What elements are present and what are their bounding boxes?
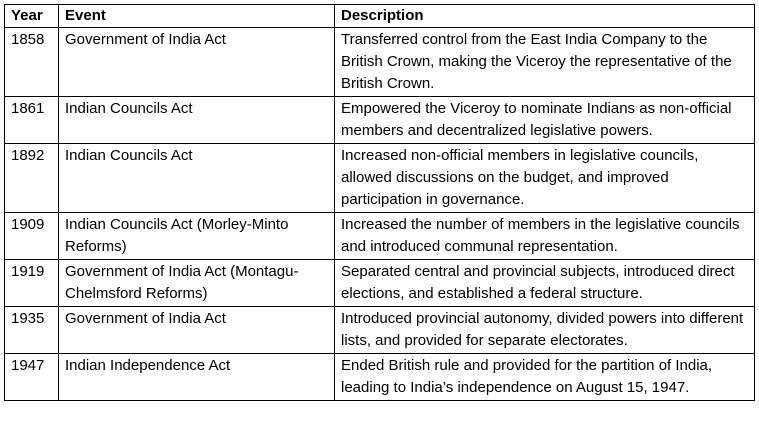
cell-year: 1858 [5, 28, 59, 97]
cell-year: 1861 [5, 97, 59, 144]
cell-event: Indian Councils Act [59, 97, 335, 144]
cell-description: Increased non-official members in legislative councils, allowed discussions on the budget, and improved participation in governance. [335, 144, 755, 213]
history-table [4, 4, 755, 401]
table-row [5, 97, 755, 144]
table-header [5, 5, 755, 28]
cell-event: Government of India Act (Montagu-Chelmsford Reforms) [59, 260, 335, 307]
header-description: Description [335, 5, 755, 28]
cell-year: 1919 [5, 260, 59, 307]
cell-event: Government of India Act [59, 28, 335, 97]
header-year: Year [5, 5, 59, 28]
cell-description: Introduced provincial autonomy, divided powers into different lists, and provided for separate electorates. [335, 307, 755, 354]
cell-event: Indian Independence Act [59, 354, 335, 401]
table-row [5, 144, 755, 213]
cell-description: Empowered the Viceroy to nominate Indians as non-official members and decentralized legislative powers. [335, 97, 755, 144]
table-row [5, 307, 755, 354]
table-row [5, 260, 755, 307]
cell-description: Transferred control from the East India Company to the British Crown, making the Viceroy the representative of the British Crown. [335, 28, 755, 97]
cell-year: 1909 [5, 213, 59, 260]
header-row [5, 5, 755, 28]
cell-year: 1947 [5, 354, 59, 401]
cell-year: 1935 [5, 307, 59, 354]
table-row [5, 28, 755, 97]
cell-description: Ended British rule and provided for the partition of India, leading to India’s independence on August 15, 1947. [335, 354, 755, 401]
table-row [5, 213, 755, 260]
cell-year: 1892 [5, 144, 59, 213]
table-row [5, 354, 755, 401]
cell-event: Indian Councils Act (Morley-Minto Reforms) [59, 213, 335, 260]
cell-event: Indian Councils Act [59, 144, 335, 213]
table-body [5, 28, 755, 401]
cell-description: Separated central and provincial subjects, introduced direct elections, and established a federal structure. [335, 260, 755, 307]
header-event: Event [59, 5, 335, 28]
cell-description: Increased the number of members in the legislative councils and introduced communal representation. [335, 213, 755, 260]
cell-event: Government of India Act [59, 307, 335, 354]
